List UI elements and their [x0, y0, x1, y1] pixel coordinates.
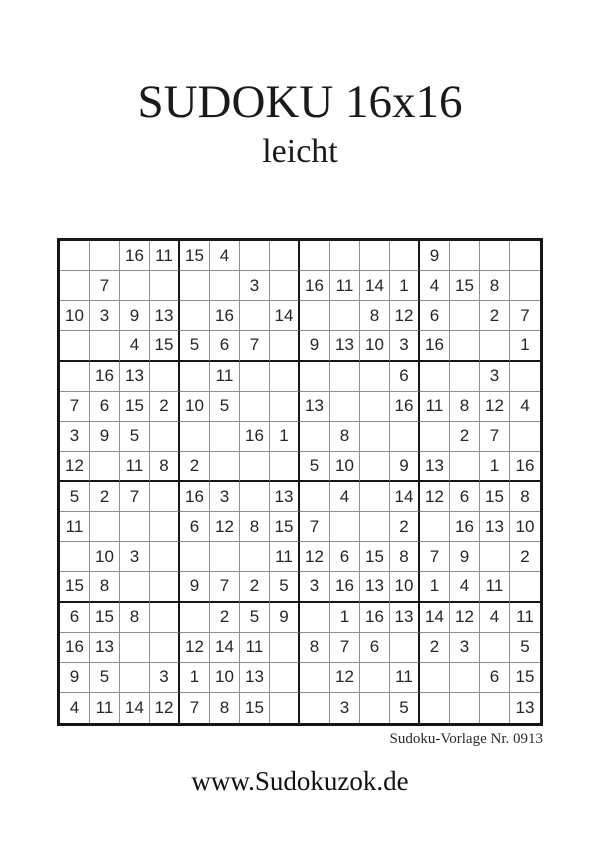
sudoku-cell-given: 13 — [150, 301, 180, 331]
sudoku-cell-empty[interactable] — [360, 362, 390, 392]
sudoku-cell-empty[interactable] — [60, 362, 90, 392]
sudoku-cell-empty[interactable] — [390, 241, 420, 271]
sudoku-cell-empty[interactable] — [210, 452, 240, 482]
sudoku-cell-given: 5 — [240, 603, 270, 633]
sudoku-cell-empty[interactable] — [240, 241, 270, 271]
sudoku-cell-given: 9 — [420, 241, 450, 271]
sudoku-cell-given: 5 — [180, 331, 210, 361]
sudoku-cell-given: 8 — [90, 572, 120, 602]
sudoku-cell-empty[interactable] — [450, 362, 480, 392]
sudoku-cell-given: 13 — [270, 482, 300, 512]
sudoku-cell-empty[interactable] — [360, 512, 390, 542]
sudoku-cell-given: 5 — [510, 633, 540, 663]
sudoku-cell-given: 16 — [180, 482, 210, 512]
sudoku-cell-empty[interactable] — [150, 271, 180, 301]
page-title: SUDOKU 16x16 — [137, 76, 463, 128]
sudoku-cell-empty[interactable] — [210, 271, 240, 301]
sudoku-cell-given: 12 — [450, 603, 480, 633]
sudoku-cell-empty[interactable] — [330, 301, 360, 331]
sudoku-cell-empty[interactable] — [150, 512, 180, 542]
sudoku-cell-given: 16 — [450, 512, 480, 542]
sudoku-cell-given: 15 — [180, 241, 210, 271]
sudoku-cell-empty[interactable] — [120, 572, 150, 602]
sudoku-cell-empty[interactable] — [510, 422, 540, 452]
sudoku-cell-empty[interactable] — [240, 392, 270, 422]
sudoku-cell-empty[interactable] — [120, 271, 150, 301]
sudoku-cell-given: 10 — [90, 542, 120, 572]
sudoku-cell-given: 6 — [360, 633, 390, 663]
sudoku-cell-empty[interactable] — [60, 331, 90, 361]
sudoku-cell-given: 15 — [60, 572, 90, 602]
sudoku-cell-given: 3 — [150, 663, 180, 693]
sudoku-cell-given: 4 — [330, 482, 360, 512]
sudoku-cell-given: 3 — [450, 633, 480, 663]
sudoku-cell-empty[interactable] — [420, 512, 450, 542]
sudoku-cell-given: 10 — [180, 392, 210, 422]
sudoku-cell-empty[interactable] — [480, 633, 510, 663]
sudoku-cell-given: 16 — [240, 422, 270, 452]
sudoku-cell-given: 6 — [60, 603, 90, 633]
sudoku-cell-empty[interactable] — [360, 693, 390, 723]
sudoku-cell-given: 7 — [120, 482, 150, 512]
sudoku-cell-empty[interactable] — [330, 241, 360, 271]
sudoku-cell-given: 8 — [210, 693, 240, 723]
sudoku-cell-given: 1 — [420, 572, 450, 602]
website-link[interactable]: www.Sudokuzok.de — [191, 766, 409, 796]
sudoku-cell-empty[interactable] — [480, 241, 510, 271]
sudoku-cell-given: 11 — [120, 452, 150, 482]
sudoku-cell-given: 12 — [480, 392, 510, 422]
sudoku-cell-empty[interactable] — [210, 422, 240, 452]
sudoku-cell-given: 15 — [480, 482, 510, 512]
sudoku-cell-given: 5 — [300, 452, 330, 482]
sudoku-cell-given: 2 — [180, 452, 210, 482]
sudoku-cell-given: 14 — [270, 301, 300, 331]
sudoku-cell-empty[interactable] — [240, 301, 270, 331]
sudoku-cell-given: 3 — [300, 572, 330, 602]
sudoku-cell-empty[interactable] — [420, 693, 450, 723]
sudoku-cell-given: 15 — [120, 392, 150, 422]
sudoku-cell-given: 16 — [120, 241, 150, 271]
sudoku-cell-given: 16 — [90, 362, 120, 392]
sudoku-cell-given: 11 — [210, 362, 240, 392]
sudoku-cell-given: 2 — [240, 572, 270, 602]
sudoku-cell-given: 6 — [390, 362, 420, 392]
sudoku-cell-given: 10 — [510, 512, 540, 542]
sudoku-cell-given: 16 — [300, 271, 330, 301]
sudoku-cell-given: 11 — [240, 633, 270, 663]
sudoku-cell-given: 3 — [60, 422, 90, 452]
sudoku-cell-given: 5 — [390, 693, 420, 723]
sudoku-cell-given: 10 — [390, 572, 420, 602]
sudoku-cell-given: 15 — [450, 271, 480, 301]
sudoku-cell-empty[interactable] — [360, 663, 390, 693]
sudoku-cell-given: 13 — [90, 633, 120, 663]
sudoku-cell-given: 7 — [60, 392, 90, 422]
sudoku-cell-given: 3 — [390, 331, 420, 361]
sudoku-cell-empty[interactable] — [270, 362, 300, 392]
sudoku-cell-given: 13 — [120, 362, 150, 392]
sudoku-cell-empty[interactable] — [450, 663, 480, 693]
sudoku-cell-given: 10 — [360, 331, 390, 361]
sudoku-cell-given: 15 — [510, 663, 540, 693]
sudoku-cell-given: 13 — [360, 572, 390, 602]
sudoku-cell-empty[interactable] — [420, 422, 450, 452]
sudoku-cell-empty[interactable] — [270, 633, 300, 663]
sudoku-cell-given: 2 — [90, 482, 120, 512]
sudoku-cell-given: 2 — [510, 542, 540, 572]
sudoku-cell-given: 7 — [210, 572, 240, 602]
sudoku-cell-given: 15 — [150, 331, 180, 361]
sudoku-cell-given: 1 — [330, 603, 360, 633]
sudoku-cell-given: 11 — [420, 392, 450, 422]
sudoku-cell-given: 8 — [120, 603, 150, 633]
sudoku-cell-given: 16 — [210, 301, 240, 331]
sudoku-cell-empty[interactable] — [180, 422, 210, 452]
sudoku-cell-given: 16 — [510, 452, 540, 482]
sudoku-cell-empty[interactable] — [300, 241, 330, 271]
sudoku-cell-empty[interactable] — [360, 482, 390, 512]
sudoku-cell-given: 15 — [270, 512, 300, 542]
sudoku-cell-empty[interactable] — [300, 663, 330, 693]
sudoku-cell-empty[interactable] — [360, 392, 390, 422]
sudoku-cell-given: 2 — [390, 512, 420, 542]
sudoku-cell-given: 13 — [330, 331, 360, 361]
sudoku-cell-given: 8 — [330, 422, 360, 452]
sudoku-cell-given: 12 — [210, 512, 240, 542]
sudoku-cell-empty[interactable] — [120, 633, 150, 663]
sudoku-cell-empty[interactable] — [150, 362, 180, 392]
sudoku-cell-given: 14 — [420, 603, 450, 633]
sudoku-cell-given: 16 — [420, 331, 450, 361]
sudoku-cell-empty[interactable] — [480, 542, 510, 572]
sudoku-cell-empty[interactable] — [360, 422, 390, 452]
sudoku-cell-given: 8 — [480, 271, 510, 301]
sudoku-cell-given: 4 — [120, 331, 150, 361]
sudoku-cell-given: 16 — [360, 603, 390, 633]
sudoku-cell-empty[interactable] — [90, 331, 120, 361]
sudoku-cell-empty[interactable] — [480, 331, 510, 361]
sudoku-cell-given: 8 — [450, 392, 480, 422]
sudoku-cell-given: 12 — [330, 663, 360, 693]
sudoku-cell-given: 13 — [480, 512, 510, 542]
sudoku-cell-given: 3 — [120, 542, 150, 572]
sudoku-cell-given: 1 — [390, 271, 420, 301]
sudoku-cell-given: 8 — [300, 633, 330, 663]
sudoku-cell-empty[interactable] — [330, 512, 360, 542]
sudoku-cell-given: 6 — [330, 542, 360, 572]
sudoku-cell-given: 10 — [60, 301, 90, 331]
sudoku-cell-given: 15 — [240, 693, 270, 723]
sudoku-cell-given: 16 — [60, 633, 90, 663]
sudoku-grid — [57, 238, 543, 726]
sudoku-cell-given: 13 — [390, 603, 420, 633]
sudoku-cell-empty[interactable] — [270, 452, 300, 482]
sudoku-cell-empty[interactable] — [180, 603, 210, 633]
sudoku-cell-empty[interactable] — [240, 362, 270, 392]
sudoku-cell-empty[interactable] — [180, 542, 210, 572]
sudoku-cell-given: 2 — [420, 633, 450, 663]
sudoku-cell-given: 9 — [120, 301, 150, 331]
sudoku-cell-given: 5 — [210, 392, 240, 422]
sudoku-cell-given: 5 — [60, 482, 90, 512]
sudoku-cell-given: 12 — [420, 482, 450, 512]
sudoku-cell-given: 11 — [90, 693, 120, 723]
sudoku-cell-empty[interactable] — [300, 603, 330, 633]
sudoku-cell-empty[interactable] — [240, 542, 270, 572]
sudoku-cell-empty[interactable] — [300, 693, 330, 723]
sudoku-cell-given: 12 — [300, 542, 330, 572]
sudoku-cell-given: 2 — [450, 422, 480, 452]
sudoku-cell-empty[interactable] — [120, 663, 150, 693]
sudoku-cell-given: 11 — [270, 542, 300, 572]
sudoku-cell-given: 6 — [180, 512, 210, 542]
sudoku-cell-given: 11 — [510, 603, 540, 633]
sudoku-cell-empty[interactable] — [150, 572, 180, 602]
sudoku-cell-given: 8 — [510, 482, 540, 512]
sudoku-cell-given: 12 — [60, 452, 90, 482]
sudoku-cell-given: 6 — [450, 482, 480, 512]
sudoku-cell-empty[interactable] — [390, 422, 420, 452]
sudoku-cell-given: 9 — [450, 542, 480, 572]
sudoku-cell-given: 4 — [210, 241, 240, 271]
sudoku-cell-given: 3 — [90, 301, 120, 331]
sudoku-cell-empty[interactable] — [60, 542, 90, 572]
sudoku-cell-given: 1 — [270, 422, 300, 452]
template-number-label: Sudoku-Vorlage Nr. 0913 — [389, 731, 543, 747]
sudoku-cell-given: 13 — [300, 392, 330, 422]
sudoku-cell-given: 5 — [270, 572, 300, 602]
sudoku-cell-given: 11 — [390, 663, 420, 693]
sudoku-cell-given: 6 — [90, 392, 120, 422]
sudoku-cell-empty[interactable] — [450, 241, 480, 271]
sudoku-cell-given: 13 — [510, 693, 540, 723]
sudoku-cell-empty[interactable] — [390, 633, 420, 663]
sudoku-cell-given: 6 — [480, 663, 510, 693]
sudoku-cell-given: 13 — [240, 663, 270, 693]
sudoku-cell-given: 12 — [150, 693, 180, 723]
sudoku-cell-given: 9 — [270, 603, 300, 633]
sudoku-cell-given: 6 — [210, 331, 240, 361]
sudoku-cell-empty[interactable] — [360, 452, 390, 482]
sudoku-cell-given: 2 — [210, 603, 240, 633]
sudoku-cell-given: 3 — [330, 693, 360, 723]
sudoku-cell-empty[interactable] — [180, 362, 210, 392]
sudoku-cell-given: 5 — [120, 422, 150, 452]
sudoku-cell-empty[interactable] — [90, 452, 120, 482]
sudoku-cell-given: 2 — [150, 392, 180, 422]
sudoku-cell-given: 9 — [390, 452, 420, 482]
sudoku-cell-given: 7 — [510, 301, 540, 331]
sudoku-cell-empty[interactable] — [480, 693, 510, 723]
sudoku-cell-given: 10 — [210, 663, 240, 693]
sudoku-cell-empty[interactable] — [150, 422, 180, 452]
sudoku-cell-given: 4 — [450, 572, 480, 602]
sudoku-cell-empty[interactable] — [330, 392, 360, 422]
sudoku-cell-given: 1 — [510, 331, 540, 361]
sudoku-cell-given: 3 — [240, 271, 270, 301]
sudoku-cell-empty[interactable] — [330, 362, 360, 392]
sudoku-cell-given: 8 — [150, 452, 180, 482]
sudoku-cell-given: 9 — [180, 572, 210, 602]
sudoku-cell-empty[interactable] — [450, 693, 480, 723]
sudoku-cell-empty[interactable] — [510, 572, 540, 602]
sudoku-cell-given: 12 — [180, 633, 210, 663]
sudoku-cell-given: 14 — [210, 633, 240, 663]
sudoku-cell-given: 7 — [480, 422, 510, 452]
sudoku-cell-empty[interactable] — [300, 422, 330, 452]
sudoku-cell-empty[interactable] — [240, 452, 270, 482]
sudoku-cell-empty[interactable] — [360, 241, 390, 271]
sudoku-cell-empty[interactable] — [90, 512, 120, 542]
sudoku-cell-given: 7 — [240, 331, 270, 361]
sudoku-cell-given: 8 — [360, 301, 390, 331]
sudoku-cell-given: 4 — [480, 603, 510, 633]
sudoku-cell-given: 6 — [420, 301, 450, 331]
sudoku-cell-empty[interactable] — [270, 392, 300, 422]
sudoku-cell-given: 14 — [360, 271, 390, 301]
sudoku-cell-given: 4 — [510, 392, 540, 422]
sudoku-cell-given: 11 — [480, 572, 510, 602]
sudoku-cell-given: 8 — [240, 512, 270, 542]
sudoku-cell-given: 8 — [390, 542, 420, 572]
sudoku-cell-given: 7 — [420, 542, 450, 572]
sudoku-cell-empty[interactable] — [270, 693, 300, 723]
sudoku-cell-empty[interactable] — [300, 482, 330, 512]
sudoku-cell-empty[interactable] — [180, 301, 210, 331]
sudoku-cell-empty[interactable] — [510, 271, 540, 301]
sudoku-cell-empty[interactable] — [420, 663, 450, 693]
sudoku-cell-empty[interactable] — [270, 663, 300, 693]
sudoku-cell-empty[interactable] — [150, 482, 180, 512]
sudoku-cell-given: 16 — [330, 572, 360, 602]
sudoku-cell-empty[interactable] — [270, 241, 300, 271]
sudoku-cell-given: 1 — [180, 663, 210, 693]
sudoku-cell-empty[interactable] — [300, 301, 330, 331]
sudoku-cell-given: 13 — [420, 452, 450, 482]
sudoku-cell-empty[interactable] — [150, 603, 180, 633]
sudoku-cell-given: 9 — [60, 663, 90, 693]
sudoku-cell-empty[interactable] — [450, 331, 480, 361]
sudoku-cell-empty[interactable] — [210, 542, 240, 572]
sudoku-cell-empty[interactable] — [270, 331, 300, 361]
sudoku-cell-given: 3 — [480, 362, 510, 392]
sudoku-cell-given: 11 — [330, 271, 360, 301]
sudoku-cell-given: 7 — [300, 512, 330, 542]
sudoku-cell-given: 7 — [180, 693, 210, 723]
sudoku-cell-empty[interactable] — [270, 271, 300, 301]
sudoku-cell-empty[interactable] — [60, 271, 90, 301]
sudoku-cell-given: 16 — [390, 392, 420, 422]
sudoku-cell-given: 4 — [60, 693, 90, 723]
sudoku-cell-given: 11 — [60, 512, 90, 542]
sudoku-cell-empty[interactable] — [150, 542, 180, 572]
sudoku-cell-given: 10 — [330, 452, 360, 482]
sudoku-cell-given: 9 — [90, 422, 120, 452]
sudoku-cell-empty[interactable] — [510, 362, 540, 392]
sudoku-cell-empty[interactable] — [450, 301, 480, 331]
sudoku-cell-given: 15 — [90, 603, 120, 633]
sudoku-cell-given: 15 — [360, 542, 390, 572]
sudoku-cell-empty[interactable] — [90, 241, 120, 271]
sudoku-cell-empty[interactable] — [300, 362, 330, 392]
sudoku-cell-given: 12 — [390, 301, 420, 331]
sudoku-cell-empty[interactable] — [450, 452, 480, 482]
sudoku-cell-given: 14 — [120, 693, 150, 723]
difficulty-label: leicht — [262, 133, 338, 170]
sudoku-cell-empty[interactable] — [240, 482, 270, 512]
sudoku-cell-given: 5 — [90, 663, 120, 693]
sudoku-cell-empty[interactable] — [60, 241, 90, 271]
sudoku-cell-given: 7 — [330, 633, 360, 663]
sudoku-cell-empty[interactable] — [510, 241, 540, 271]
sudoku-cell-given: 4 — [420, 271, 450, 301]
sudoku-cell-given: 1 — [480, 452, 510, 482]
sudoku-cell-given: 2 — [480, 301, 510, 331]
sudoku-cell-given: 9 — [300, 331, 330, 361]
sudoku-cell-given: 11 — [150, 241, 180, 271]
sudoku-cell-empty[interactable] — [120, 512, 150, 542]
sudoku-cell-empty[interactable] — [180, 271, 210, 301]
sudoku-cell-given: 7 — [90, 271, 120, 301]
sudoku-cell-empty[interactable] — [150, 633, 180, 663]
sudoku-cell-empty[interactable] — [420, 362, 450, 392]
sudoku-cell-given: 3 — [210, 482, 240, 512]
sudoku-cell-given: 14 — [390, 482, 420, 512]
